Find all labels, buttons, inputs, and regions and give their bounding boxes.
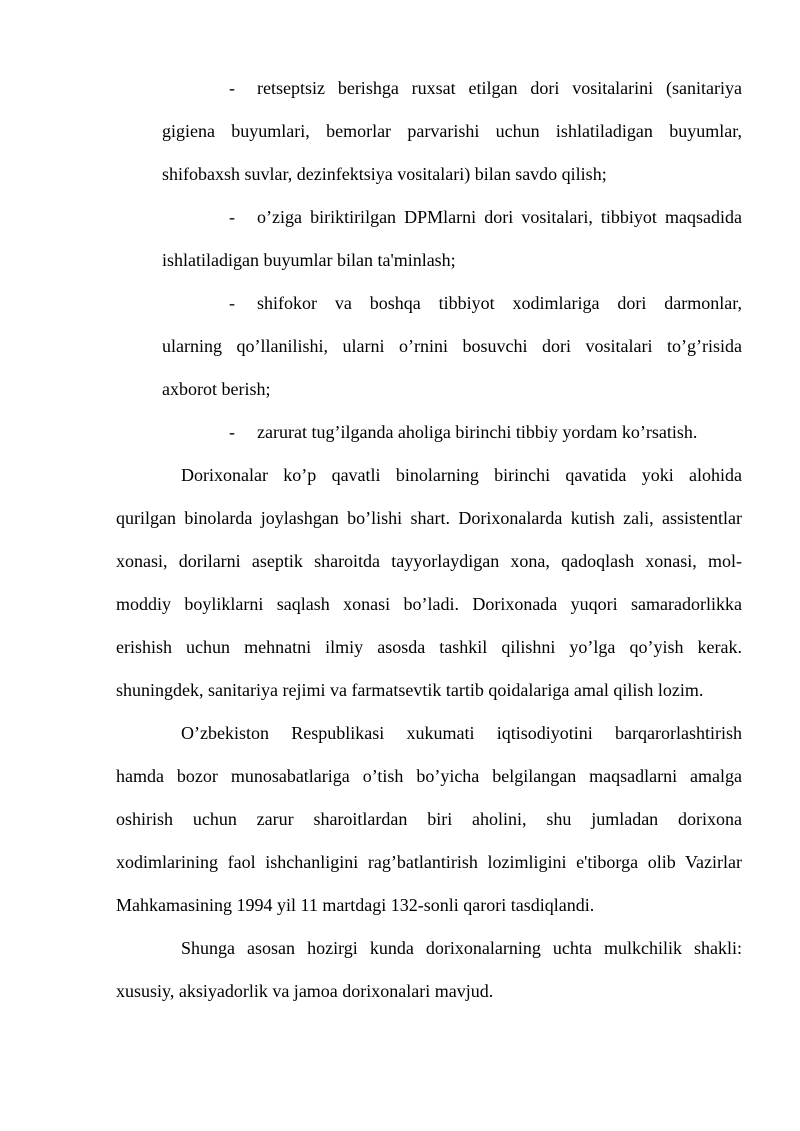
text-line: xodimlarining faol ishchanligini rag’batlantirish lozimligini e'tiborga olib Vazirlar — [116, 852, 742, 872]
text-line: erishish uchun mehnatni ilmiy asosda tashkil qilishni yo’lga qo’yish kerak. — [116, 637, 742, 657]
text-line: Mahkamasining 1994 yil 11 martdagi 132-sonli qarori tasdiqlandi. — [116, 895, 595, 915]
text-line: shifokor va boshqa tibbiyot xodimlariga dori darmonlar, — [257, 293, 742, 313]
text-line: hamda bozor munosabatlariga o’tish bo’yicha belgilangan maqsadlarni amalga — [116, 766, 742, 786]
bullet-dash: - — [229, 293, 235, 313]
text-line: Shunga asosan hozirgi kunda dorixonalarning uchta mulkchilik shakli: — [181, 938, 742, 958]
text-line: Dorixonalar ko’p qavatli binolarning birinchi qavatida yoki alohida — [181, 465, 742, 485]
text-line: zarurat tug’ilganda aholiga birinchi tibbiy yordam ko’rsatish. — [257, 422, 698, 442]
text-line: shifobaxsh suvlar, dezinfektsiya vositalari) bilan savdo qilish; — [162, 164, 607, 184]
text-line: shuningdek, sanitariya rejimi va farmatsevtik tartib qoidalariga amal qilish lozim. — [116, 680, 704, 700]
text-line: o’ziga biriktirilgan DPMlarni dori vositalari, tibbiyot maqsadida — [257, 207, 742, 227]
text-line: ishlatiladigan buyumlar bilan ta'minlash; — [162, 250, 456, 270]
text-line: axborot berish; — [162, 379, 271, 399]
text-line: gigiena buyumlari, bemorlar parvarishi uchun ishlatiladigan buyumlar, — [162, 121, 742, 141]
text-line: xususiy, aksiyadorlik va jamoa dorixonalari mavjud. — [116, 981, 494, 1001]
text-line: moddiy boyliklarni saqlash xonasi bo’ladi. Dorixonada yuqori samaradorlikka — [116, 594, 742, 614]
text-line: retseptsiz berishga ruxsat etilgan dori vositalarini (sanitariya — [257, 78, 742, 98]
bullet-dash: - — [229, 422, 235, 442]
bullet-dash: - — [229, 207, 235, 227]
text-line: ularning qo’llanilishi, ularni o’rnini bosuvchi dori vositalari to’g’risida — [162, 336, 742, 356]
text-line: xonasi, dorilarni aseptik sharoitda tayyorlaydigan xona, qadoqlash xonasi, mol- — [116, 551, 742, 571]
text-line: qurilgan binolarda joylashgan bo’lishi shart. Dorixonalarda kutish zali, assistentlar — [116, 508, 742, 528]
text-line: oshirish uchun zarur sharoitlardan biri aholini, shu jumladan dorixona — [116, 809, 742, 829]
text-line: O’zbekiston Respublikasi xukumati iqtisodiyotini barqarorlashtirish — [181, 723, 742, 743]
bullet-dash: - — [229, 78, 235, 98]
